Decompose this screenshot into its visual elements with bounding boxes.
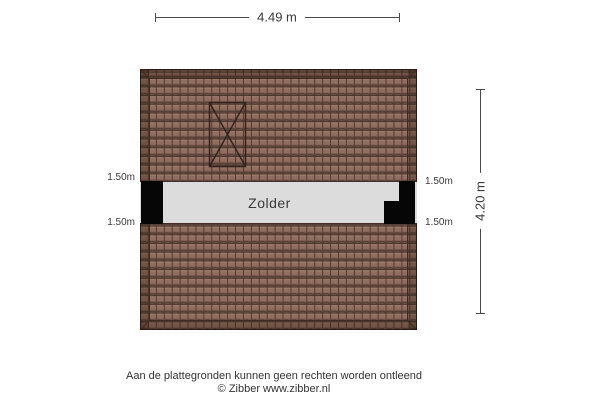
- measurement-left-top: 1.50m: [107, 172, 135, 183]
- measurement-left-bottom: 1.50m: [107, 217, 135, 228]
- measurement-right-top: 1.50m: [425, 176, 453, 187]
- copyright-text: © Zibber www.zibber.nl: [217, 383, 331, 395]
- top-dimension-tick-left: [155, 13, 156, 22]
- right-dimension-tick-top: [476, 89, 485, 90]
- wall-right: [399, 181, 415, 224]
- attic-corridor: [140, 181, 417, 224]
- footer: [126, 370, 422, 396]
- attic-floorplan: [140, 69, 417, 330]
- right-dimension-label: 4.20 m: [473, 173, 488, 229]
- disclaimer-text: Aan de plattegronden kunnen geen rechten worden ontleend: [125, 370, 423, 382]
- top-dimension-label: 4.49 m: [249, 10, 305, 25]
- right-dimension-tick-bottom: [476, 313, 485, 314]
- room-label: Zolder: [248, 194, 291, 211]
- top-dimension-tick-right: [399, 13, 400, 22]
- measurement-right-bottom: 1.50m: [425, 217, 453, 228]
